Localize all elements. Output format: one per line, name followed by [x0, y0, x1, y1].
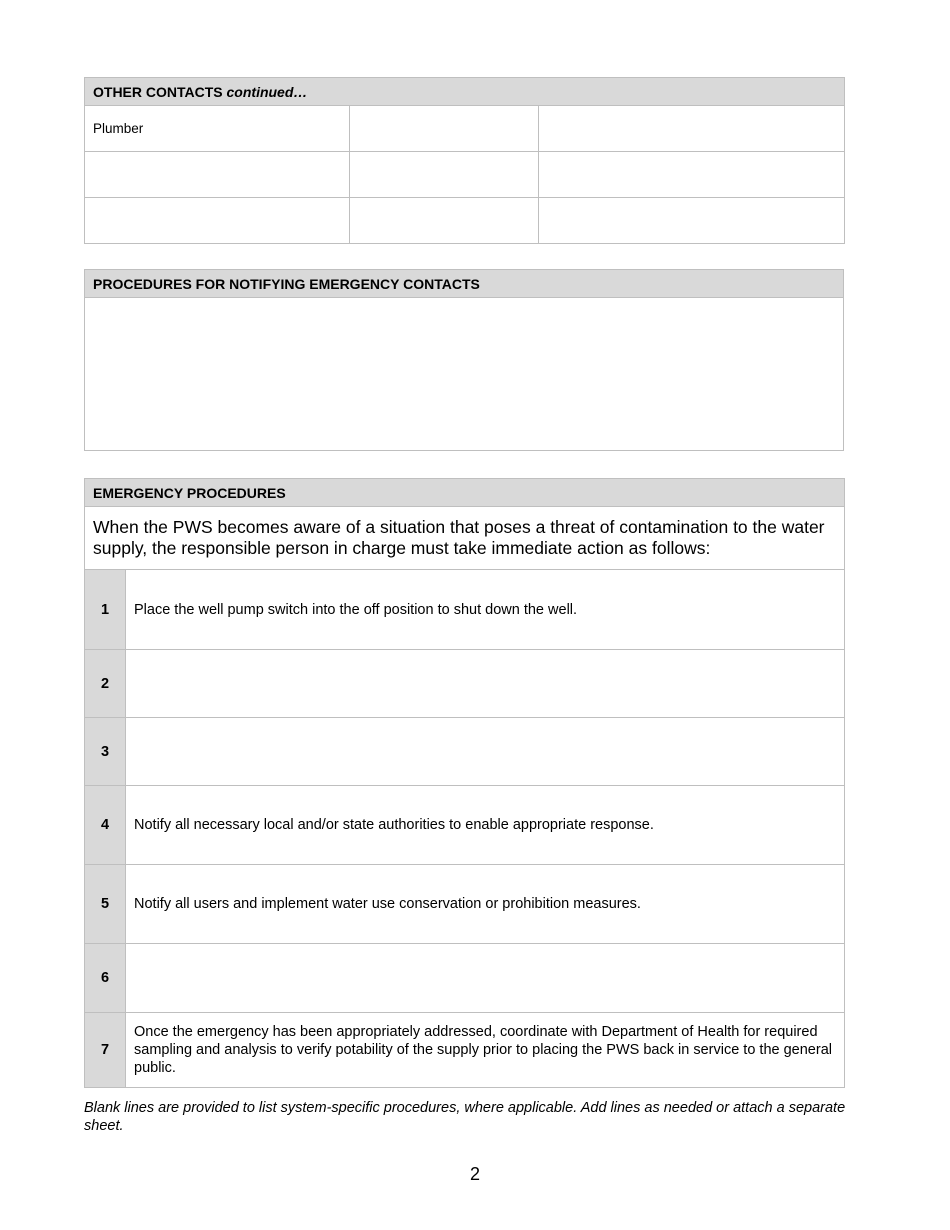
notify-procedures-body[interactable]: [85, 298, 844, 451]
contact-name-cell[interactable]: [85, 198, 350, 244]
footnote: Blank lines are provided to list system-specific procedures, where applicable. Add lines as needed or attach a separate sheet.: [84, 1100, 846, 1134]
other-contacts-table: [84, 77, 845, 244]
table-row: [85, 570, 845, 650]
table-row: [85, 786, 845, 865]
step-number: 2: [85, 650, 126, 718]
step-number: 6: [85, 944, 126, 1013]
step-text[interactable]: Notify all necessary local and/or state authorities to enable appropriate response.: [126, 786, 845, 865]
table-row: [85, 865, 845, 944]
table-row: [85, 198, 845, 244]
table-row: [85, 944, 845, 1013]
contact-name-cell[interactable]: [85, 152, 350, 198]
step-number: 5: [85, 865, 126, 944]
step-number: 1: [85, 570, 126, 650]
contact-phone-cell[interactable]: [350, 106, 539, 152]
step-text[interactable]: [126, 718, 845, 786]
contact-notes-cell[interactable]: [539, 152, 845, 198]
emergency-procedures-header: EMERGENCY PROCEDURES: [85, 479, 845, 507]
page-number: 2: [469, 1164, 480, 1184]
step-text[interactable]: [126, 944, 845, 1013]
step-text[interactable]: Place the well pump switch into the off position to shut down the well.: [126, 570, 845, 650]
notify-procedures-header: PROCEDURES FOR NOTIFYING EMERGENCY CONTACTS: [85, 270, 844, 298]
contact-name-cell[interactable]: Plumber: [85, 106, 350, 152]
contact-notes-cell[interactable]: [539, 198, 845, 244]
table-row: [85, 152, 845, 198]
contact-phone-cell[interactable]: [350, 198, 539, 244]
notify-procedures-table: [84, 269, 844, 451]
step-number: 4: [85, 786, 126, 865]
table-row: [85, 718, 845, 786]
emergency-procedures-intro: When the PWS becomes aware of a situation that poses a threat of contamination to the water supply, the responsible person in charge must take immediate action as follows:: [85, 507, 845, 570]
table-row: [85, 650, 845, 718]
step-text[interactable]: Once the emergency has been appropriately addressed, coordinate with Department of Health for required sampling and analysis to verify potability of the supply prior to placing the PWS back in service to the general public.: [126, 1013, 845, 1088]
step-number: 7: [85, 1013, 126, 1088]
step-text[interactable]: Notify all users and implement water use conservation or prohibition measures.: [126, 865, 845, 944]
step-number: 3: [85, 718, 126, 786]
emergency-procedures-table: [84, 478, 845, 1088]
step-text[interactable]: [126, 650, 845, 718]
contact-notes-cell[interactable]: [539, 106, 845, 152]
other-contacts-header: [85, 78, 845, 106]
contact-phone-cell[interactable]: [350, 152, 539, 198]
other-contacts-title: OTHER CONTACTS: [93, 83, 223, 100]
other-contacts-title-suffix: continued…: [226, 83, 308, 100]
table-row: [85, 1013, 845, 1088]
table-row: [85, 106, 845, 152]
